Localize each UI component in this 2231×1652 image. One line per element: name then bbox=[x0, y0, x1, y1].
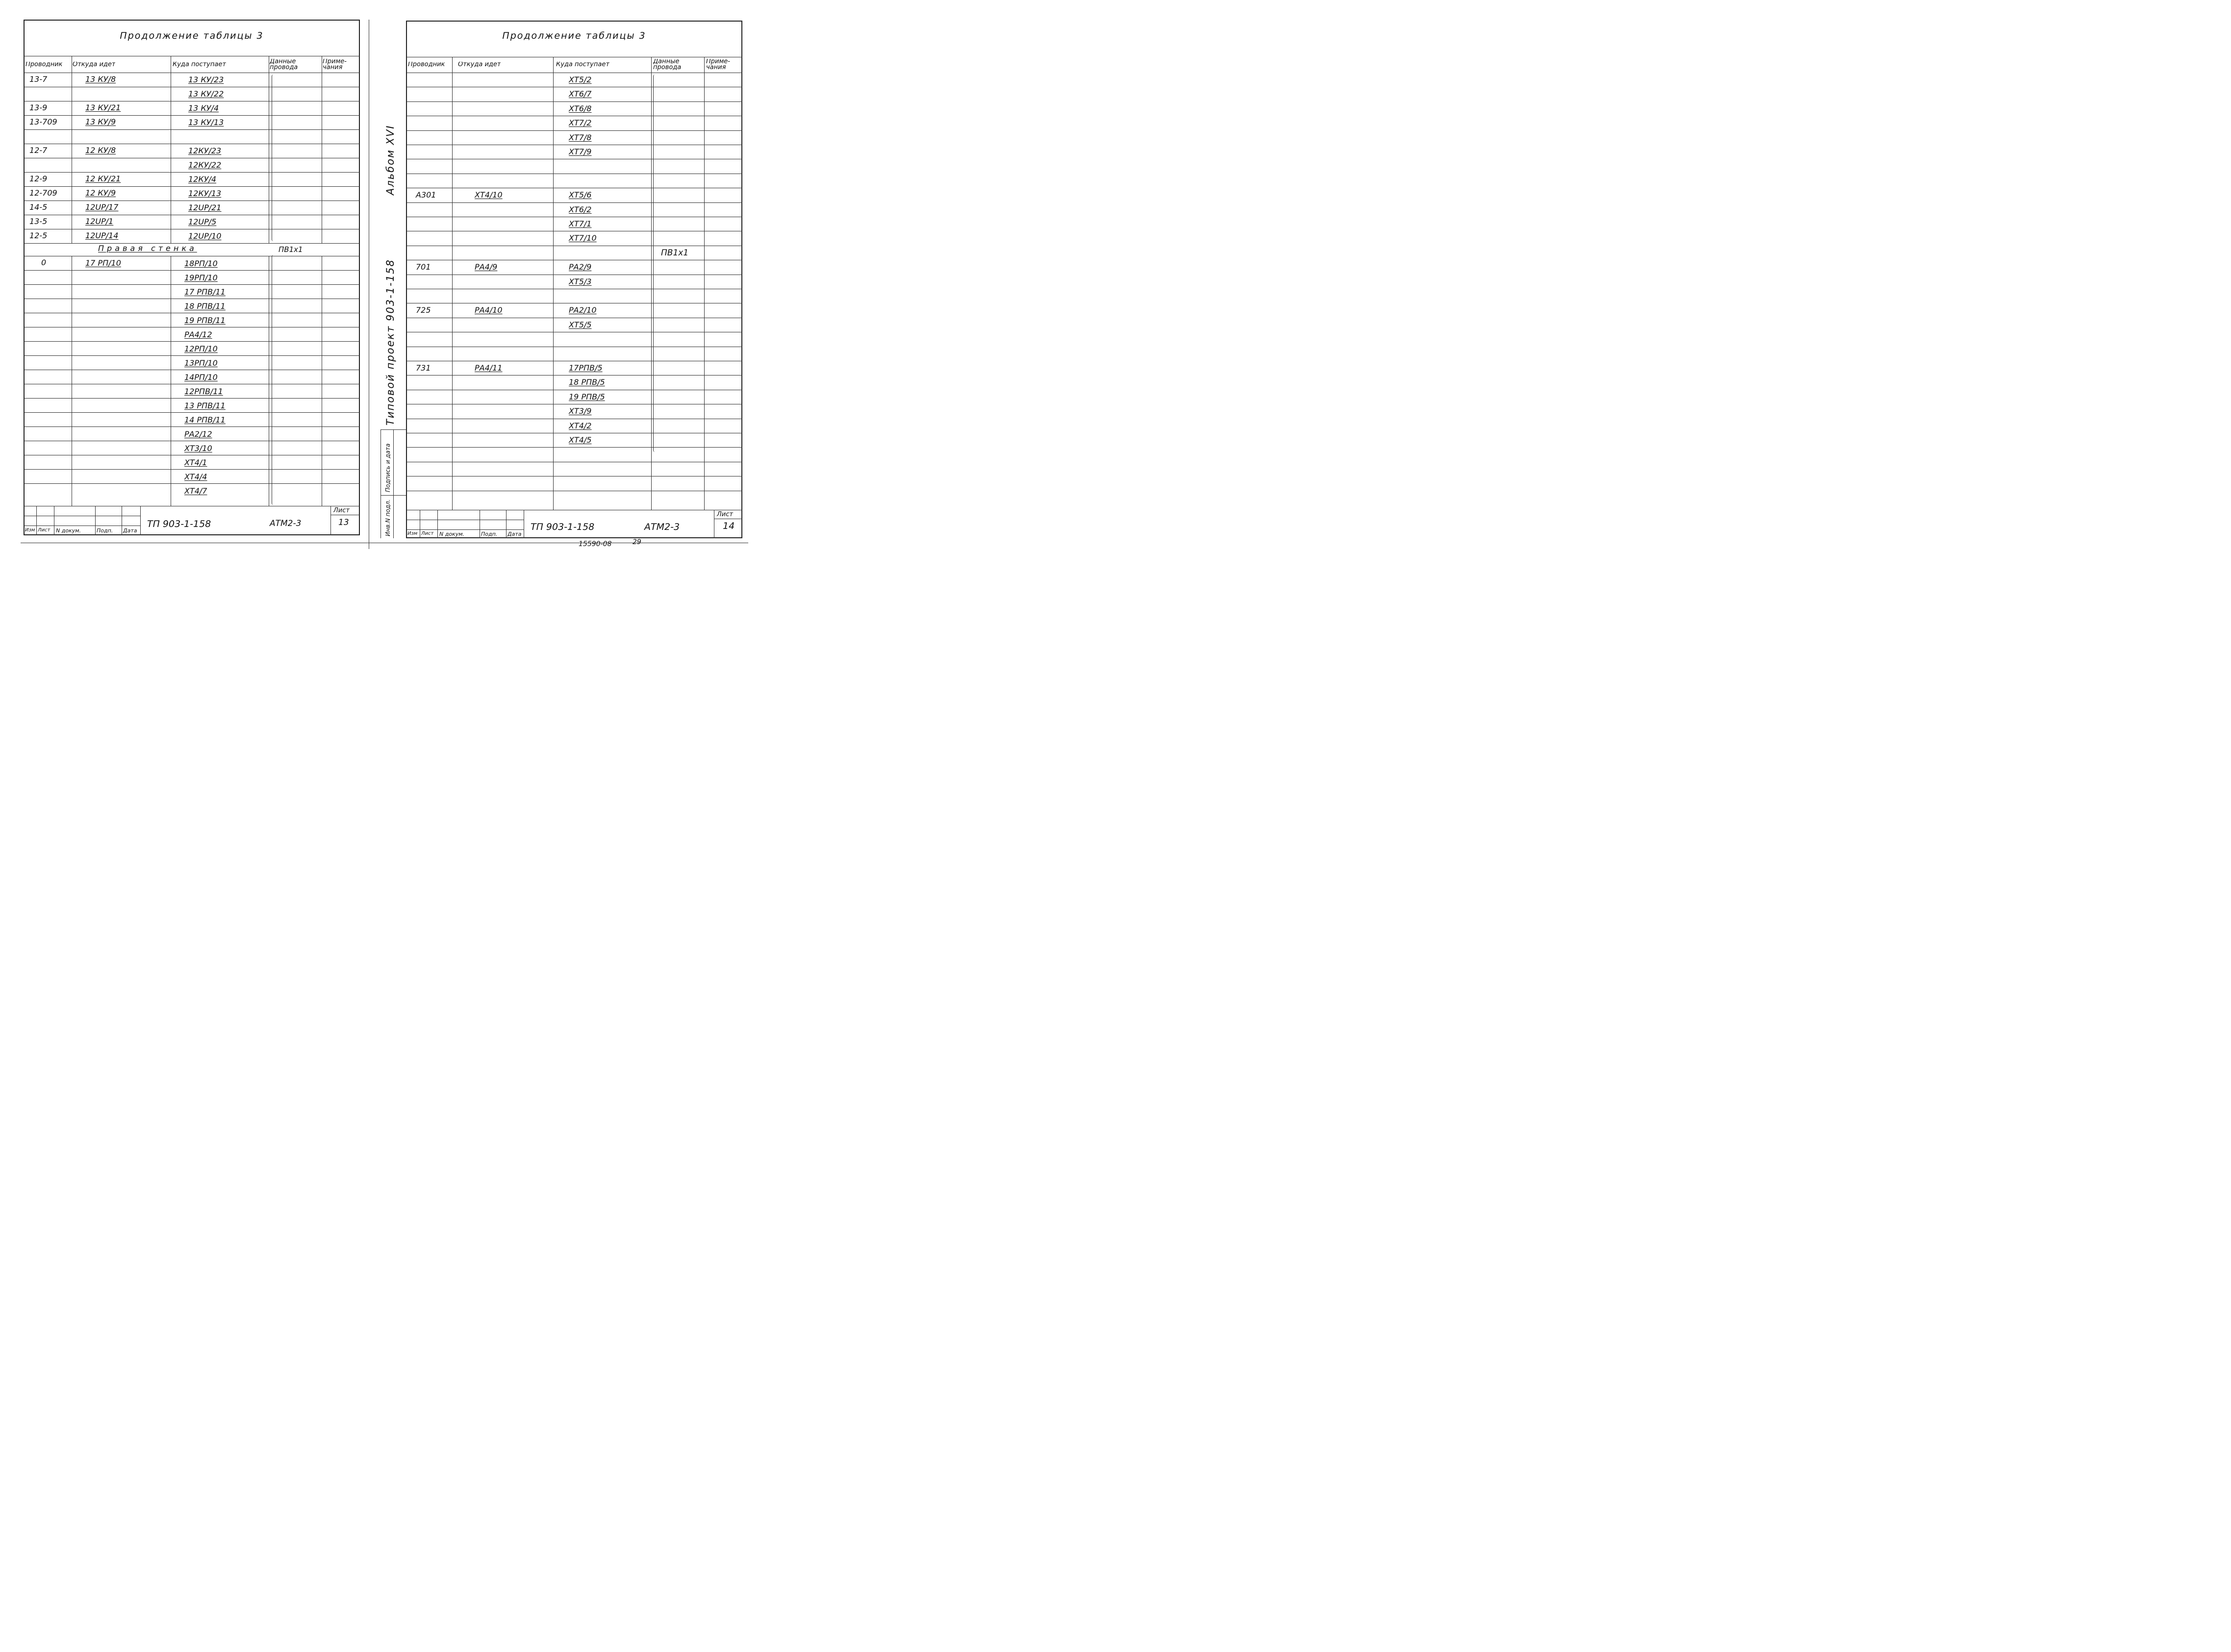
conductor-cell: 12-5 bbox=[29, 231, 48, 240]
left-stamp-col bbox=[36, 506, 37, 535]
right-header-conductor: Проводник bbox=[408, 62, 445, 68]
right-stamp-sheet-number: 14 bbox=[723, 521, 735, 531]
to-cell: РА2/10 bbox=[569, 305, 597, 315]
left-sheet bbox=[24, 20, 360, 535]
conductor-cell: 731 bbox=[416, 363, 431, 373]
to-cell: ХТ7/8 bbox=[569, 132, 592, 142]
from-cell: 12 КУ/8 bbox=[85, 146, 116, 155]
footer-archive-code: 15590-08 bbox=[579, 540, 612, 548]
to-cell: 18РП/10 bbox=[184, 259, 218, 268]
to-cell: ХТ4/4 bbox=[184, 472, 207, 481]
right-header-to: Куда поступает bbox=[556, 62, 609, 68]
left-header-wire-1: Данные bbox=[270, 59, 296, 65]
conductor-cell: 13-7 bbox=[29, 75, 48, 84]
table-row-rule bbox=[407, 202, 742, 203]
to-cell: 18 РПВ/5 bbox=[569, 377, 605, 387]
to-cell: 12КУ/4 bbox=[188, 175, 217, 184]
right-header-notes-2: чания bbox=[706, 65, 726, 71]
side-margin-mid bbox=[393, 429, 394, 538]
left-stamp-sheet-label: Лист bbox=[333, 507, 350, 514]
table-row-rule bbox=[25, 270, 360, 271]
right-sheet bbox=[406, 21, 742, 538]
conductor-cell: 12-709 bbox=[29, 188, 57, 198]
to-cell: ХТ7/10 bbox=[569, 233, 597, 243]
to-cell: 12РПВ/11 bbox=[184, 387, 223, 396]
table-row-rule bbox=[407, 130, 742, 131]
right-stamp-col bbox=[506, 510, 507, 538]
column-rule bbox=[553, 57, 554, 510]
right-stamp-label-date: Дата bbox=[507, 531, 522, 537]
to-cell: 14РП/10 bbox=[184, 373, 218, 382]
right-wire-brace bbox=[653, 75, 657, 452]
to-cell: РА4/12 bbox=[184, 330, 212, 339]
to-cell: 19 РПВ/5 bbox=[569, 392, 605, 401]
footer-page-number: 29 bbox=[633, 538, 641, 546]
to-cell: 13 КУ/22 bbox=[188, 89, 224, 99]
table-row-rule bbox=[25, 426, 360, 427]
to-cell: ХТ3/9 bbox=[569, 406, 592, 416]
to-cell: 12UР/21 bbox=[188, 203, 222, 212]
table-row-rule bbox=[25, 284, 360, 285]
to-cell: 14 РПВ/11 bbox=[184, 415, 226, 425]
side-project-label: Типовой проект 903-1-158 bbox=[384, 259, 396, 426]
to-cell: РА2/12 bbox=[184, 429, 212, 439]
table-row-rule bbox=[25, 186, 360, 187]
from-cell: 12UР/1 bbox=[85, 217, 114, 226]
to-cell: ХТ4/7 bbox=[184, 486, 207, 496]
left-stamp-col bbox=[140, 506, 141, 535]
table-row-rule bbox=[25, 172, 360, 173]
conductor-cell: 14-5 bbox=[29, 202, 48, 212]
right-table-title: Продолжение таблицы 3 bbox=[502, 30, 646, 41]
to-cell: 17 РПВ/11 bbox=[184, 287, 226, 297]
side-margin-divider bbox=[380, 495, 406, 496]
to-cell: ХТ3/10 bbox=[184, 444, 212, 453]
right-header-notes-1: Приме- bbox=[706, 59, 730, 65]
to-cell: 12КУ/22 bbox=[188, 160, 222, 170]
from-cell: РА4/9 bbox=[475, 262, 498, 272]
conductor-cell: 0 bbox=[41, 258, 47, 267]
to-cell: 19РП/10 bbox=[184, 273, 218, 282]
to-cell: 13РП/10 bbox=[184, 358, 218, 368]
left-stamp-code: ТП 903-1-158 bbox=[147, 519, 211, 529]
to-cell: 12РП/10 bbox=[184, 344, 218, 353]
side-album-label: Альбом XVI bbox=[384, 125, 396, 195]
left-header-conductor: Проводник bbox=[25, 62, 63, 68]
table-row-rule bbox=[25, 412, 360, 413]
from-cell: ХТ4/10 bbox=[475, 190, 503, 200]
side-signature-label: Подпись и дата bbox=[384, 443, 391, 492]
column-rule bbox=[651, 57, 652, 510]
right-header-wire-2: провода bbox=[653, 65, 682, 71]
left-wire-brace-bottom bbox=[272, 255, 275, 505]
table-row-rule bbox=[25, 469, 360, 470]
to-cell: ХТ5/6 bbox=[569, 190, 592, 200]
from-cell: 12UР/14 bbox=[85, 231, 119, 240]
to-cell: ХТ7/2 bbox=[569, 118, 592, 128]
to-cell: 19 РПВ/11 bbox=[184, 316, 226, 325]
to-cell: РА2/9 bbox=[569, 262, 592, 272]
right-stamp-label-list: Лист bbox=[421, 531, 434, 536]
table-row-rule bbox=[25, 341, 360, 342]
side-margin-line bbox=[380, 429, 381, 538]
from-cell: РА4/11 bbox=[475, 363, 503, 373]
to-cell: ХТ4/5 bbox=[569, 435, 592, 445]
table-row-rule bbox=[25, 129, 360, 130]
right-stamp-label-doc: N докум. bbox=[439, 531, 465, 537]
right-stamp-label-izm: Изм bbox=[407, 531, 418, 536]
left-wire-brace-top bbox=[272, 75, 275, 241]
left-section-wire: ПВ1х1 bbox=[279, 245, 303, 254]
from-cell: 13 КУ/9 bbox=[85, 117, 116, 126]
to-cell: ХТ5/3 bbox=[569, 276, 592, 286]
conductor-cell: А301 bbox=[416, 190, 436, 200]
conductor-cell: 12-7 bbox=[29, 146, 48, 155]
left-stamp-label-date: Дата bbox=[123, 527, 137, 534]
table-row-rule bbox=[25, 398, 360, 399]
table-row-rule bbox=[25, 483, 360, 484]
from-cell: 12UР/17 bbox=[85, 202, 119, 212]
left-table-title: Продолжение таблицы 3 bbox=[120, 30, 264, 41]
to-cell: 12UР/10 bbox=[188, 231, 222, 241]
left-header-to: Куда поступает bbox=[173, 62, 226, 68]
conductor-cell: 13-5 bbox=[29, 217, 48, 226]
left-stamp-label-doc: N докум. bbox=[56, 527, 81, 534]
to-cell: ХТ7/9 bbox=[569, 147, 592, 156]
to-cell: 13 КУ/4 bbox=[188, 103, 219, 113]
to-cell: ХТ4/2 bbox=[569, 421, 592, 430]
right-stamp-row bbox=[407, 529, 524, 530]
to-cell: 17РПВ/5 bbox=[569, 363, 603, 373]
to-cell: 12UР/5 bbox=[188, 217, 217, 226]
right-wire-value: ПВ1х1 bbox=[661, 248, 689, 258]
table-row-rule bbox=[25, 115, 360, 116]
right-header-wire-1: Данные bbox=[653, 59, 680, 65]
column-rule bbox=[452, 57, 453, 510]
table-row-rule bbox=[25, 200, 360, 201]
column-rule bbox=[704, 57, 705, 510]
right-header-from: Откуда идет bbox=[458, 62, 501, 68]
left-section-title: Правая стенка bbox=[98, 244, 197, 253]
to-cell: ХТ5/5 bbox=[569, 320, 592, 329]
from-cell: 13 КУ/21 bbox=[85, 103, 121, 112]
to-cell: ХТ6/8 bbox=[569, 103, 592, 113]
left-stamp-col bbox=[95, 506, 96, 535]
conductor-cell: 12-9 bbox=[29, 174, 48, 183]
to-cell: ХТ6/2 bbox=[569, 204, 592, 214]
right-stamp-label-sign: Подп. bbox=[481, 531, 498, 537]
to-cell: ХТ6/7 bbox=[569, 89, 592, 99]
from-cell: РА4/10 bbox=[475, 305, 503, 315]
conductor-cell: 725 bbox=[416, 305, 431, 315]
conductor-cell: 13-9 bbox=[29, 103, 48, 112]
left-stamp-label-izm: Изм bbox=[25, 527, 35, 533]
to-cell: 18 РПВ/11 bbox=[184, 301, 226, 311]
to-cell: ХТ5/2 bbox=[569, 75, 592, 84]
to-cell: 13 КУ/23 bbox=[188, 75, 224, 84]
right-stamp-sheet-label: Лист bbox=[717, 511, 733, 518]
from-cell: 13 КУ/8 bbox=[85, 75, 116, 84]
left-stamp-label-list: Лист bbox=[38, 527, 51, 533]
to-cell: ХТ7/1 bbox=[569, 219, 592, 228]
table-row-rule bbox=[407, 101, 742, 102]
left-stamp-label-sign: Подп. bbox=[97, 527, 113, 534]
left-header-from: Откуда идет bbox=[73, 62, 116, 68]
from-cell: 17 РП/10 bbox=[85, 258, 121, 268]
right-stamp-code: ТП 903-1-158 bbox=[531, 522, 595, 532]
conductor-cell: 13-709 bbox=[29, 117, 57, 126]
conductor-cell: 701 bbox=[416, 262, 431, 272]
from-cell: 12 КУ/21 bbox=[85, 174, 121, 183]
left-header-notes-1: Приме- bbox=[323, 59, 347, 65]
left-header-notes-2: чания bbox=[323, 65, 343, 71]
to-cell: 12КУ/23 bbox=[188, 146, 222, 155]
side-inventory-label: Инв.N подл. bbox=[384, 499, 391, 536]
to-cell: 12КУ/13 bbox=[188, 189, 222, 198]
left-stamp-sheet-number: 13 bbox=[338, 518, 349, 527]
right-stamp-mark: АТМ2-3 bbox=[644, 522, 680, 532]
right-stamp-col bbox=[437, 510, 438, 538]
left-stamp-mark: АТМ2-3 bbox=[270, 519, 302, 528]
left-header-wire-2: провода bbox=[270, 65, 298, 71]
to-cell: 13 РПВ/11 bbox=[184, 401, 226, 410]
table-row-rule bbox=[25, 355, 360, 356]
from-cell: 12 КУ/9 bbox=[85, 188, 116, 198]
table-row-rule bbox=[407, 447, 742, 448]
to-cell: 13 КУ/13 bbox=[188, 118, 224, 127]
to-cell: ХТ4/1 bbox=[184, 458, 207, 467]
left-stamp-col bbox=[330, 506, 331, 535]
